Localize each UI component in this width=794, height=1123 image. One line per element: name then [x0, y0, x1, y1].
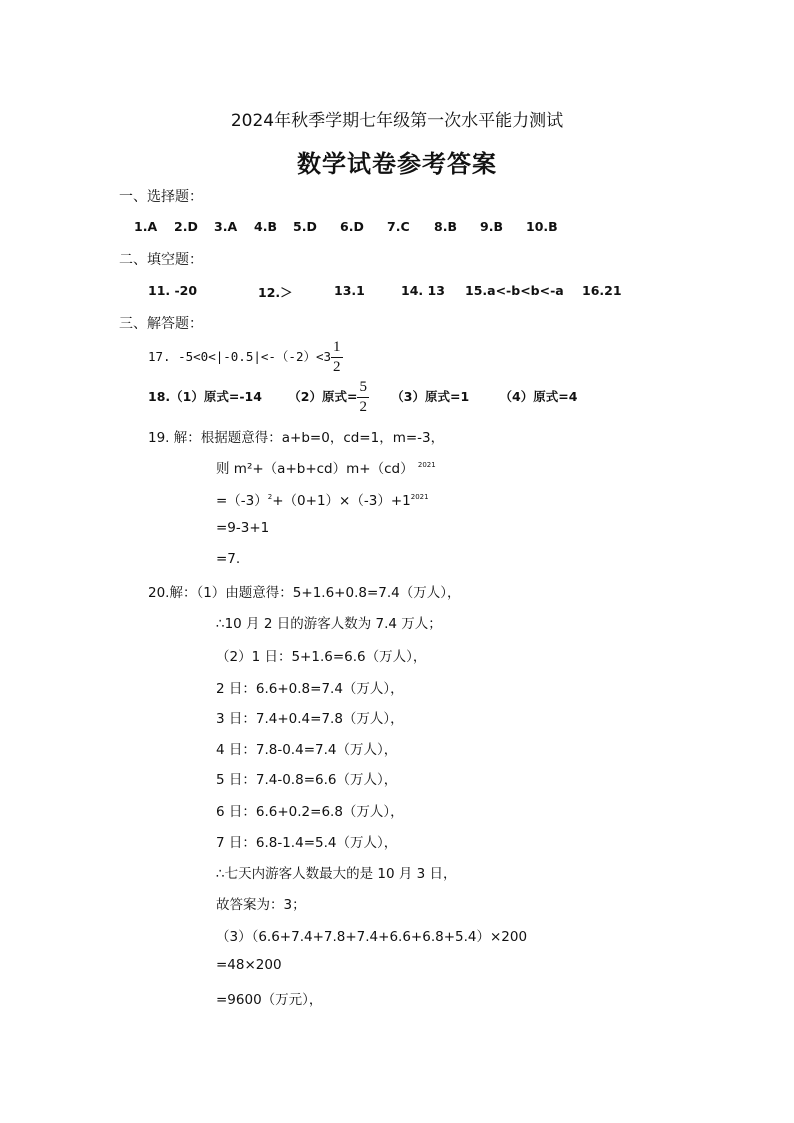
fill-answer: 11. -20 — [148, 283, 198, 298]
q18-part4: （4）原式=4 — [499, 389, 578, 404]
q19-line5: =7. — [216, 551, 241, 567]
fill-answer: 13.1 — [334, 283, 365, 298]
q20-line: 20.解：（1）由题意得：5+1.6+0.8=7.4（万人）， — [148, 585, 461, 601]
q17-text: 17. -5<0<|-0.5|<-（-2）<3 — [148, 349, 332, 364]
q20-line: ∴七天内游客人数最大的是 10 月 3 日， — [216, 866, 457, 882]
q20-line: =48×200 — [216, 957, 282, 973]
section-heading-choice: 一、选择题： — [119, 189, 203, 205]
q19-line3-exponent-1: 2 — [267, 493, 273, 501]
q17-answer — [148, 337, 343, 377]
q18-frac-den: 2 — [359, 399, 367, 415]
q20-line: =9600（万元）， — [216, 992, 323, 1008]
q20-line: 6 日：6.6+0.2=6.8（万人）， — [216, 804, 404, 820]
q20-line: 2 日：6.6+0.8=7.4（万人）， — [216, 681, 404, 697]
q20-line: 3 日：7.4+0.4=7.8（万人）， — [216, 711, 404, 727]
fill-answer: 14. 13 — [401, 283, 445, 298]
q18-frac-num: 5 — [357, 380, 369, 398]
q20-line: 7 日：6.8-1.4=5.4（万人）， — [216, 835, 398, 851]
choice-answer: 6.D — [340, 219, 364, 234]
q19-line1: 19. 解：根据题意得：a+b=0，cd=1，m=-3， — [148, 430, 445, 446]
q18-part2: （2）原式= — [288, 389, 358, 404]
q18-answer — [148, 377, 577, 417]
q19-line4: =9-3+1 — [216, 520, 270, 536]
page-title: 数学试卷参考答案 — [297, 150, 497, 178]
choice-answer: 4.B — [254, 219, 277, 234]
choice-answer: 3.A — [214, 219, 238, 234]
q19-line2-text: 则 m²+（a+b+cd）m+（cd） — [216, 461, 414, 477]
fill-answer: 12.＞ — [258, 285, 293, 300]
q17-frac-den: 2 — [333, 359, 341, 375]
q17-fraction — [331, 340, 343, 375]
fill-answer: 16.21 — [582, 283, 622, 298]
choice-answer: 9.B — [480, 219, 503, 234]
q18-part1: 18.（1）原式=-14 — [148, 389, 262, 404]
q18-part3: （3）原式=1 — [391, 389, 470, 404]
choice-answer: 2.D — [174, 219, 198, 234]
q20-line: （2）1 日：5+1.6=6.6（万人）， — [216, 649, 427, 665]
q20-line: （3）（6.6+7.4+7.8+7.4+6.6+6.8+5.4）×200 — [216, 929, 528, 945]
choice-answer: 1.A — [134, 219, 158, 234]
fill-answer: 15.a<-b<b<-a — [465, 283, 564, 298]
exam-subtitle: 2024年秋季学期七年级第一次水平能力测试 — [230, 111, 564, 131]
section-heading-fill: 二、填空题： — [119, 252, 203, 268]
q19-line2 — [216, 457, 436, 477]
q19-line3-text-b: +（0+1）×（-3）+1 — [272, 493, 411, 509]
choice-answer: 10.B — [526, 219, 558, 234]
q20-line: 4 日：7.8-0.4=7.4（万人）， — [216, 742, 398, 758]
q19-line3-exponent-2: 2021 — [410, 493, 429, 501]
choice-answer: 5.D — [293, 219, 317, 234]
choice-answer: 8.B — [434, 219, 457, 234]
q18-fraction — [357, 380, 369, 415]
q19-line2-exponent: 2021 — [417, 461, 436, 469]
q17-frac-num: 1 — [331, 340, 343, 358]
section-heading-solution: 三、解答题： — [119, 316, 203, 332]
q19-line3 — [216, 489, 429, 509]
choice-answer: 7.C — [387, 219, 410, 234]
q19-line3-text-a: =（-3） — [216, 493, 268, 509]
q20-line: 故答案为：3； — [216, 897, 306, 913]
q20-line: ∴10 月 2 日的游客人数为 7.4 万人； — [216, 616, 442, 632]
q20-line: 5 日：7.4-0.8=6.6（万人）， — [216, 772, 398, 788]
